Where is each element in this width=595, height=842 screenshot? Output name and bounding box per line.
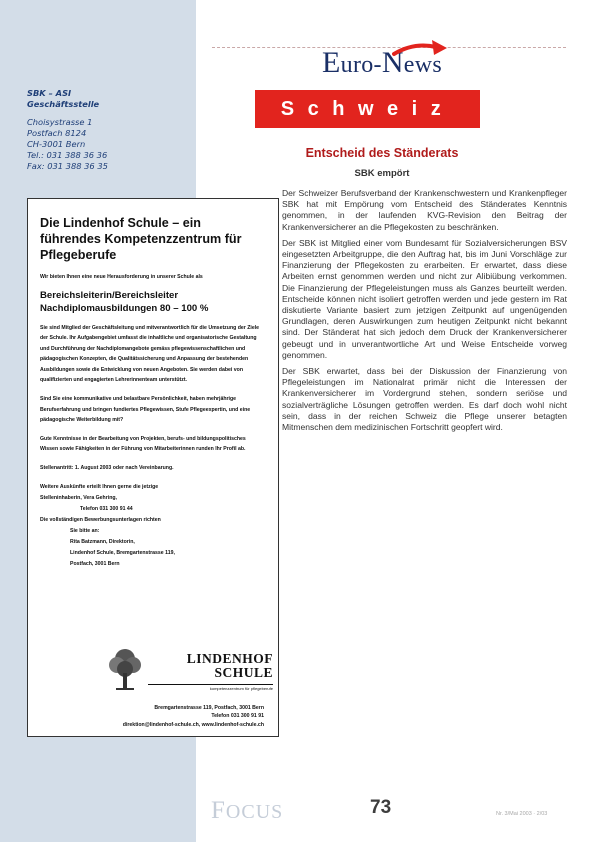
phone-line: Tel.: 031 388 36 36 <box>27 150 108 160</box>
address-line: CH-3001 Bern <box>27 139 86 149</box>
article-paragraph: Der SBK erwartet, dass bei der Diskussion der Finanzierung von Pflegeleistungen im Nationalrat primär nicht die Interessen der Krankenversicherer im Vordergrund stehen, sondern seriöse und sozialverträgliche Lösungen getroffen werden. Es darf doch wohl nicht sein, dass in der reichen Schweiz die Pflege unserer betagten Mitmenschen dem medizinischen Fortschritt geopfert wird. <box>282 366 567 433</box>
article-paragraph: Der Schweizer Berufsverband der Krankenschwestern und Krankenpfleger SBK hat mit Empörung vom Entscheid des Ständerates Kenntnis genommen, in der laufenden KVG-Revision den Beitrag der Krankenversicherer an die Pflegekosten zu beschränken. <box>282 188 567 232</box>
ad-title: Die Lindenhof Schule – ein führendes Kompetenzzentrum für Pflegeberufe <box>40 216 242 262</box>
ad-paragraph: Sind Sie eine kommunikative und belastbare Persönlichkeit, haben mehrjährige Berufserfahrung und bringen fundiertes Pflegewissen, Stufe Pflegeexpertin, und eine pädagogische Weiterbildung mit? <box>40 396 251 424</box>
job-advertisement <box>27 198 279 737</box>
contact-line: Stelleninhaberin, Vera Gehring, <box>40 494 117 501</box>
address-line: Choisystrasse 1 <box>27 117 93 127</box>
logo-tagline: kompetenzzentrum für pflegeberufe <box>209 686 273 691</box>
section-banner: Schweiz <box>255 90 480 128</box>
ad-paragraph: Gute Kenntnisse in der Bearbeitung von Projekten, berufs- und bildungspolitisches Wissen sowie Fähigkeiten in der Führung von Mitarbeiterinnen runden Ihr Profil ab. <box>40 435 246 453</box>
contact-name: Rita Batzmann, Direktorin, <box>70 538 135 545</box>
org-contact-block <box>27 88 187 172</box>
logo-wordmark: LINDENHOF SCHULE <box>186 651 273 680</box>
address-line: Postfach 8124 <box>27 128 87 138</box>
org-name: SBK – ASI <box>27 88 72 98</box>
lindenhof-logo <box>108 646 274 696</box>
article-body <box>282 188 567 438</box>
contact-line: Lindenhof Schule, Bremgartenstrasse 119, <box>70 549 175 556</box>
ad-intro: Wir bieten Ihnen eine neue Herausforderung in unserer Schule als <box>40 274 203 280</box>
tree-icon <box>108 646 142 692</box>
org-department: Geschäftsstelle <box>27 99 100 109</box>
contact-line: Sie bitte an: <box>70 527 100 534</box>
ad-position: Bereichsleiterin/Bereichsleiter Nachdiplomausbildungen 80 – 100 % <box>40 289 209 314</box>
contact-line: Weitere Auskünfte erteilt Ihnen gerne die jetzige <box>40 483 159 490</box>
arrow-icon <box>392 38 448 60</box>
article-paragraph: Der SBK ist Mitglied einer vom Bundesamt für Sozialversicherungen BSV eingesetzten Arbeitgruppe, die den Auftrag hat, bis im Juni Vorschläge zur Finanzierung der Pflegekosten zu erarbeiten. Er erwartet, dass diese Arbeiten ernst genommen werden und nicht zur Alibiübung verkommen. Die Finanzierung der Pflegeleistungen muss als Ganzes beurteilt werden. Entscheide können nicht isoliert getroffen werden und jede gestern im Rat diskutierte Variante basiert zum jetzigen Zeitpunkt auf ungenügenden Grundlagen, deren Auswirkungen zum heutigen Zeitpunkt nicht bekannt sind. Der Ständerat hat sich jedoch dem Druck der Krankenversicherer gebeugt und in unverantwortliche Art und Weise Entscheide vorweg genommen. <box>282 237 567 360</box>
page-number: 73 <box>370 797 392 818</box>
contact-phone: Telefon 031 300 91 44 <box>80 505 133 512</box>
ad-paragraph: Sie sind Mitglied der Geschäftsleitung und mitverantwortlich für die Umsetzung der Ziele der Schule. Ihr Aufgabengebiet umfasst die inhaltliche und organisatorische Gestaltung und Durchführung der Nachdiplomangebote gemäss pflegewissenschaftlichen und pädagogischen Konzepten, die Qualitätssicherung und Anpassung der bestehenden Ausbildungen sowie die Entwicklung von neuen Angeboten. Sie werden dabei von qualifizierten und engagierten Lehrerinnenteam unterstützt. <box>40 324 260 384</box>
contact-line: Postfach, 3001 Bern <box>70 560 120 567</box>
article-subhead: SBK empört <box>354 168 410 179</box>
logo-rule <box>148 684 273 685</box>
ad-start-date: Stellenantritt: 1. August 2003 oder nach Vereinbarung. <box>40 465 174 472</box>
magazine-name: FOCUS <box>211 797 284 824</box>
euro-news-logo: Euro-News <box>322 46 443 79</box>
article-headline: Entscheid des Ständerats <box>305 146 459 160</box>
contact-line: Die vollständigen Bewerbungsunterlagen richten <box>40 516 161 523</box>
fax-line: Fax: 031 388 36 35 <box>27 161 108 171</box>
issue-info: Nr. 3/Mai 2003 · 2/03 <box>496 811 548 817</box>
ad-address: Bremgartenstrasse 119, Postfach, 3001 Bern Telefon 031 300 91 91 direktion@lindenhof-schule.ch, www.lindenhof-schule.ch <box>122 705 264 728</box>
